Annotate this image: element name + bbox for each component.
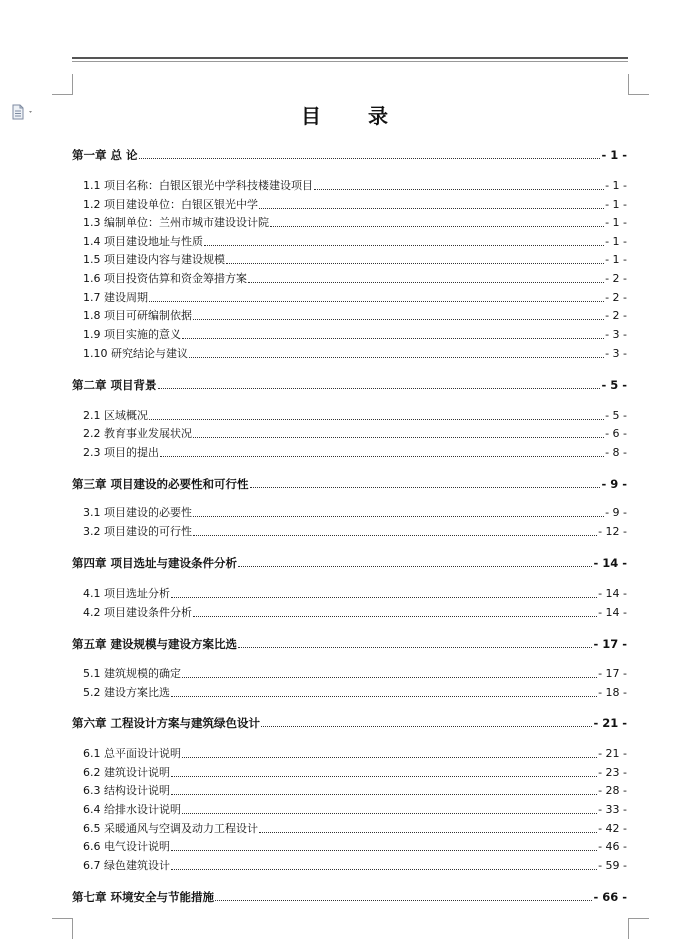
header-rule-thin [72, 61, 628, 62]
toc-entry[interactable] [0, 444, 689, 460]
toc-entry[interactable] [0, 289, 689, 305]
dot-leader [158, 388, 601, 389]
dot-leader [171, 869, 597, 870]
dot-leader [171, 794, 597, 795]
toc-entry-page: - 18 - [598, 686, 627, 699]
toc-entry-page: - 5 - [601, 378, 627, 392]
toc-entry[interactable] [0, 745, 689, 761]
dot-leader [215, 900, 592, 901]
toc-entry-page: - 21 - [593, 716, 627, 730]
toc-entry[interactable] [0, 585, 689, 601]
toc-entry-label: 2.1 区域概况 [83, 409, 148, 422]
toc-entry[interactable] [0, 838, 689, 854]
dot-leader [160, 456, 604, 457]
dot-leader [261, 726, 592, 727]
toc-entry-label: 3.2 项目建设的可行性 [83, 525, 192, 538]
toc-entry-label: 1.6 项目投资估算和资金筹措方案 [83, 272, 247, 285]
toc-entry-page: - 9 - [605, 506, 627, 519]
toc-entry[interactable] [0, 233, 689, 249]
toc-entry-page: - 5 - [605, 409, 627, 422]
dot-leader [189, 357, 604, 358]
toc-entry-page: - 42 - [598, 822, 627, 835]
dot-leader [171, 696, 597, 697]
toc-entry-page: - 21 - [598, 747, 627, 760]
toc-entry-page: - 2 - [605, 309, 627, 322]
toc-entry-label: 1.10 研究结论与建议 [83, 347, 188, 360]
crop-mark-top-right [628, 74, 649, 95]
toc-entry[interactable] [0, 475, 689, 491]
dot-leader [193, 319, 604, 320]
toc-entry[interactable] [0, 326, 689, 342]
toc-entry-label: 6.1 总平面设计说明 [83, 747, 181, 760]
toc-entry-label: 6.3 结构设计说明 [83, 784, 170, 797]
toc-entry-page: - 33 - [598, 803, 627, 816]
toc-entry[interactable] [0, 407, 689, 423]
toc-entry[interactable] [0, 782, 689, 798]
toc-entry-label: 第一章 总 论 [72, 148, 138, 162]
toc-entry[interactable] [0, 554, 689, 570]
dot-leader [182, 757, 597, 758]
toc-entry-label: 第三章 项目建设的必要性和可行性 [72, 477, 249, 491]
toc-entry-page: - 2 - [605, 272, 627, 285]
toc-entry[interactable] [0, 684, 689, 700]
header-rule-thick [72, 57, 628, 59]
toc-entry[interactable] [0, 523, 689, 539]
toc-entry[interactable] [0, 504, 689, 520]
toc-entry-page: - 14 - [593, 556, 627, 570]
toc-entry-page: - 12 - [598, 525, 627, 538]
toc-entry-label: 6.6 电气设计说明 [83, 840, 170, 853]
toc-entry[interactable] [0, 251, 689, 267]
toc-entry-page: - 1 - [605, 198, 627, 211]
toc-entry-label: 5.1 建筑规模的确定 [83, 667, 181, 680]
toc-entry-page: - 6 - [605, 427, 627, 440]
dot-leader [250, 487, 601, 488]
toc-entry-label: 3.1 项目建设的必要性 [83, 506, 192, 519]
toc-entry[interactable] [0, 820, 689, 836]
toc-entry-label: 4.2 项目建设条件分析 [83, 606, 192, 619]
toc-entry[interactable] [0, 345, 689, 361]
toc-entry-page: - 14 - [598, 606, 627, 619]
toc-entry[interactable] [0, 196, 689, 212]
toc-entry-page: - 3 - [605, 328, 627, 341]
dot-leader [259, 208, 604, 209]
toc-entry[interactable] [0, 857, 689, 873]
toc-entry-page: - 1 - [605, 235, 627, 248]
toc-entry-page: - 1 - [605, 253, 627, 266]
dot-leader [204, 245, 604, 246]
toc-entry-label: 第二章 项目背景 [72, 378, 157, 392]
dot-leader [193, 616, 597, 617]
toc-entry-page: - 1 - [605, 179, 627, 192]
dot-leader [149, 419, 604, 420]
toc-entry-label: 1.5 项目建设内容与建设规模 [83, 253, 225, 266]
toc-entry-label: 4.1 项目选址分析 [83, 587, 170, 600]
toc-entry[interactable] [0, 270, 689, 286]
toc-entry-label: 第七章 环境安全与节能措施 [72, 890, 215, 904]
dot-leader [226, 263, 604, 264]
toc-entry-label: 6.4 给排水设计说明 [83, 803, 181, 816]
toc-entry-label: 6.7 绿色建筑设计 [83, 859, 170, 872]
toc-entry[interactable] [0, 714, 689, 730]
toc-entry-page: - 23 - [598, 766, 627, 779]
toc-entry-label: 第六章 工程设计方案与建筑绿色设计 [72, 716, 261, 730]
toc-entry[interactable] [0, 801, 689, 817]
dot-leader [193, 516, 604, 517]
toc-entry-label: 1.4 项目建设地址与性质 [83, 235, 203, 248]
dot-leader [238, 647, 592, 648]
toc-entry[interactable] [0, 764, 689, 780]
dot-leader [314, 189, 604, 190]
toc-entry-label: 6.2 建筑设计说明 [83, 766, 170, 779]
toc-entry[interactable] [0, 604, 689, 620]
toc-entry[interactable] [0, 665, 689, 681]
toc-entry[interactable] [0, 214, 689, 230]
crop-mark-bottom-right [628, 918, 649, 939]
toc-entry-label: 2.3 项目的提出 [83, 446, 159, 459]
toc-entry[interactable] [0, 635, 689, 651]
toc-entry-label: 1.2 项目建设单位：白银区银光中学 [83, 198, 258, 211]
toc-entry[interactable] [0, 177, 689, 193]
toc-entry-page: - 14 - [598, 587, 627, 600]
dot-leader [171, 776, 597, 777]
toc-entry-page: - 8 - [605, 446, 627, 459]
toc-entry-page: - 17 - [598, 667, 627, 680]
toc-entry-label: 1.8 项目可研编制依据 [83, 309, 192, 322]
dot-leader [182, 338, 604, 339]
toc-entry-page: - 3 - [605, 347, 627, 360]
crop-mark-top-left [52, 74, 73, 95]
toc-entry-page: - 46 - [598, 840, 627, 853]
toc-entry-label: 第四章 项目选址与建设条件分析 [72, 556, 238, 570]
dot-leader [149, 301, 604, 302]
toc-entry-label: 第五章 建设规模与建设方案比选 [72, 637, 238, 651]
toc-entry-label: 5.2 建设方案比选 [83, 686, 170, 699]
toc-entry[interactable] [0, 307, 689, 323]
dot-leader [193, 437, 604, 438]
toc-entry-page: - 1 - [601, 148, 627, 162]
dot-leader [238, 566, 592, 567]
toc-entry-label: 1.9 项目实施的意义 [83, 328, 181, 341]
dot-leader [259, 832, 597, 833]
toc-entry-page: - 1 - [605, 216, 627, 229]
toc-entry-label: 2.2 教育事业发展状况 [83, 427, 192, 440]
crop-mark-bottom-left [52, 918, 73, 939]
toc-entry[interactable] [0, 376, 689, 392]
dot-leader [182, 677, 597, 678]
toc-entry-label: 1.3 编制单位：兰州市城市建设设计院 [83, 216, 269, 229]
dot-leader [171, 850, 597, 851]
toc-entry[interactable] [0, 888, 689, 904]
dot-leader [193, 535, 597, 536]
toc-entry-page: - 9 - [601, 477, 627, 491]
toc-entry-page: - 2 - [605, 291, 627, 304]
dot-leader [171, 597, 597, 598]
toc-entry-label: 6.5 采暖通风与空调及动力工程设计 [83, 822, 258, 835]
dot-leader [270, 226, 604, 227]
dot-leader [182, 813, 597, 814]
toc-entry[interactable] [0, 425, 689, 441]
toc-entry-label: 1.7 建设周期 [83, 291, 148, 304]
dot-leader [139, 158, 601, 159]
toc-entry-page: - 17 - [593, 637, 627, 651]
toc-entry-label: 1.1 项目名称：白银区银光中学科技楼建设项目 [83, 179, 313, 192]
dot-leader [248, 282, 604, 283]
toc-entry[interactable] [0, 146, 689, 162]
toc-entry-page: - 66 - [593, 890, 627, 904]
toc-entry-page: - 59 - [598, 859, 627, 872]
page-title: 目 录 [301, 104, 408, 128]
toc-entry-page: - 28 - [598, 784, 627, 797]
